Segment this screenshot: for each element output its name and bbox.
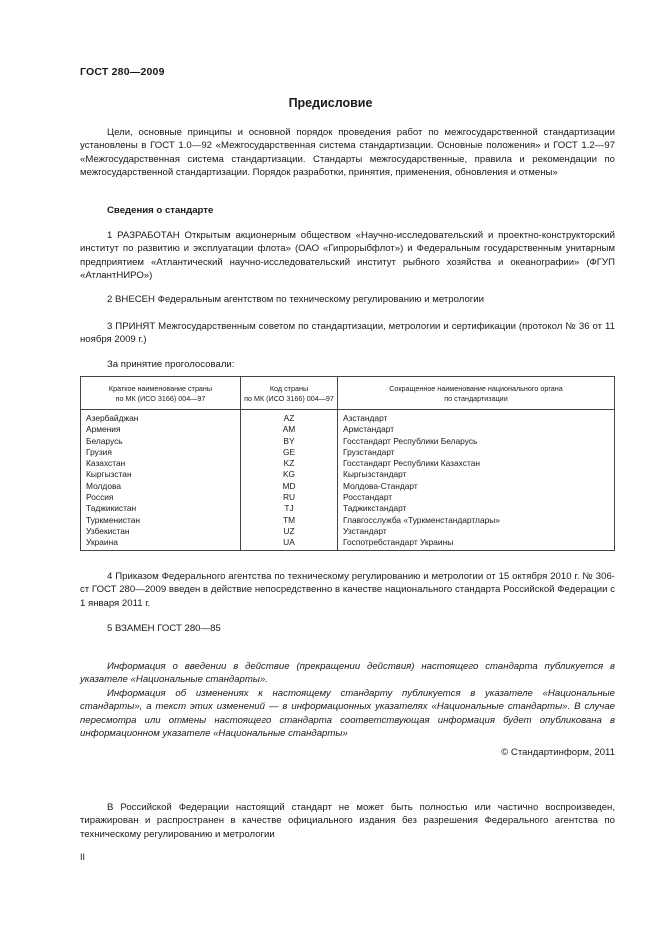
adopted-text: 3 ПРИНЯТ Межгосударственным советом по стандартизации, метрологии и сертификации (протокол № 36 от 11 ноября 2009 г.) [80, 321, 615, 346]
country-cell: Таджикистан [81, 503, 241, 514]
table-row [81, 481, 615, 492]
country-cell: Молдова [81, 481, 241, 492]
body-cell: Узстандарт [338, 526, 615, 537]
item-introduced [80, 293, 615, 306]
country-cell: Россия [81, 492, 241, 503]
page-number: II [80, 852, 86, 862]
body-cell: Кыргызстандарт [338, 469, 615, 480]
table-row [81, 526, 615, 537]
item-replaces [80, 622, 615, 635]
col-code-header-line2: по МК (ИСО 3166) 004—97 [244, 393, 334, 403]
country-cell: Туркменистан [81, 515, 241, 526]
table-row [81, 469, 615, 480]
intro-paragraph [80, 126, 615, 180]
code-cell: TM [241, 515, 338, 526]
table-header-row [81, 377, 615, 410]
col-country-header [81, 377, 241, 410]
country-cell: Армения [81, 424, 241, 435]
notice-paragraph-2: Информация об изменениях к настоящему стандарту публикуется в указателе «Национальные стандарты», а текст этих изменений — в информационных указателях «Национальные стандарты». В случае пересмотра или отмены настоящего стандарта соответствующая информация будет опубликована в информационном указателе «Национальные стандарты» [80, 687, 615, 740]
document-header: ГОСТ 280—2009 [80, 66, 165, 78]
replaces-text: 5 ВЗАМЕН ГОСТ 280—85 [107, 623, 221, 634]
rights-text: В Российской Федерации настоящий стандарт не может быть полностью или частично воспроизведен, тиражирован и распространен в качестве официального издания без разрешения Федерального агентства по техническому регулированию и метрологии [80, 802, 615, 840]
intro-text: Цели, основные принципы и основной порядок проведения работ по межгосударственной стандартизации установлены в ГОСТ 1.0—92 «Межгосударственная система стандартизации. Основные положения» и ГОСТ 1.2—97 «Межгосударственная система стандартизации. Стандарты межгосударственные, правила и рекомендации по межгосударственной стандартизации. Порядок разработки, принятия, применения, обновления и отмены» [80, 127, 615, 179]
body-cell: Молдова-Стандарт [338, 481, 615, 492]
table-row [81, 410, 615, 425]
col-country-header-line2: по МК (ИСО 3166) 004—97 [115, 393, 206, 403]
table-row [81, 492, 615, 503]
order-text: 4 Приказом Федерального агентства по техническому регулированию и метрологии от 15 октября 2010 г. № 306-ст ГОСТ 280—2009 введен в действие непосредственно в качестве национального стандарта Российской Федерации с 1 января 2011 г. [80, 571, 615, 609]
body-cell: Госстандарт Республики Казахстан [338, 458, 615, 469]
country-cell: Узбекистан [81, 526, 241, 537]
body-cell: Главгосслужба «Туркменстандартлары» [338, 515, 615, 526]
body-cell: Госпотребстандарт Украины [338, 537, 615, 550]
country-cell: Грузия [81, 447, 241, 458]
publication-notice [80, 660, 615, 740]
country-cell: Казахстан [81, 458, 241, 469]
body-cell: Азстандарт [338, 410, 615, 425]
table-row [81, 503, 615, 514]
country-cell: Кыргызстан [81, 469, 241, 480]
body-cell: Росстандарт [338, 492, 615, 503]
code-cell: MD [241, 481, 338, 492]
item-order [80, 570, 615, 610]
table-row [81, 515, 615, 526]
body-cell: Таджикстандарт [338, 503, 615, 514]
col-body-header-line1: Сокращенное наименование национального органа [389, 383, 563, 393]
table-row [81, 447, 615, 458]
info-heading: Сведения о стандарте [107, 205, 214, 216]
country-cell: Украина [81, 537, 241, 550]
code-cell: AM [241, 424, 338, 435]
voted-caption: За принятие проголосовали: [107, 359, 235, 370]
copyright-line: © Стандартинформ, 2011 [501, 747, 615, 758]
table-row [81, 537, 615, 550]
table-row [81, 424, 615, 435]
notice-paragraph-1: Информация о введении в действие (прекращении действия) настоящего стандарта публикуется в указателе «Национальные стандарты». [80, 661, 615, 686]
country-cell: Беларусь [81, 436, 241, 447]
table-row [81, 436, 615, 447]
table-row [81, 458, 615, 469]
code-cell: RU [241, 492, 338, 503]
body-cell: Армстандарт [338, 424, 615, 435]
col-body-header-line2: по стандартизации [444, 393, 508, 403]
col-body-header [338, 377, 615, 410]
code-cell: TJ [241, 503, 338, 514]
rights-notice [80, 801, 615, 841]
section-title: Предисловие [288, 96, 373, 110]
body-cell: Госстандарт Республики Беларусь [338, 436, 615, 447]
code-cell: BY [241, 436, 338, 447]
code-cell: AZ [241, 410, 338, 425]
developed-text: 1 РАЗРАБОТАН Открытым акционерным обществом «Научно-исследовательский и проектно-конструкторский институт по развитию и эксплуатации флота» (ОАО «Гипрорыбфлот») и Федеральным государственным унитарным предприятием «Атлантический научно-исследовательский институт рыбного хозяйства и океанографии» (ФГУП «АтлантНИРО») [80, 230, 615, 282]
item-adopted [80, 320, 615, 347]
col-code-header [241, 377, 338, 410]
info-heading-block [80, 204, 615, 217]
code-cell: UZ [241, 526, 338, 537]
code-cell: KG [241, 469, 338, 480]
member-states-table [80, 376, 615, 551]
code-cell: GE [241, 447, 338, 458]
code-cell: UA [241, 537, 338, 550]
col-code-header-line1: Код страны [269, 383, 309, 393]
introduced-text: 2 ВНЕСЕН Федеральным агентством по техническому регулированию и метрологии [107, 294, 485, 305]
body-cell: Грузстандарт [338, 447, 615, 458]
item-developed [80, 229, 615, 283]
code-cell: KZ [241, 458, 338, 469]
country-cell: Азербайджан [81, 410, 241, 425]
col-country-header-line1: Краткое наименование страны [108, 383, 213, 393]
